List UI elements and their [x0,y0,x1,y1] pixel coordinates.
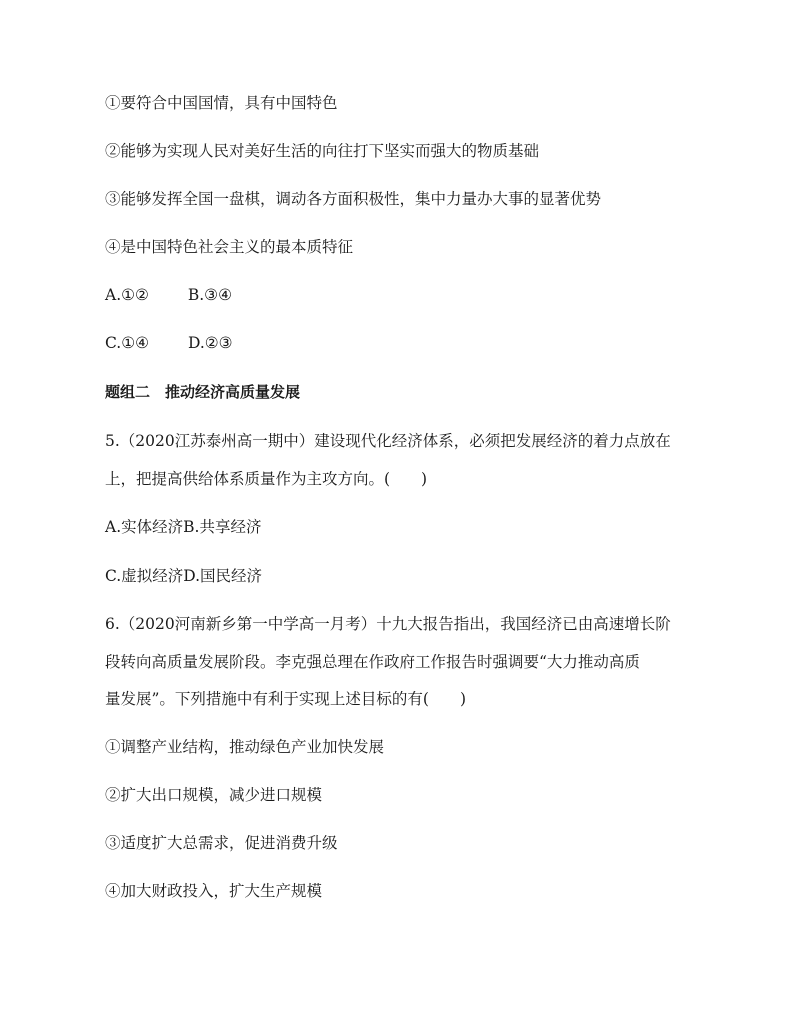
q6-stem-line-3: 量发展”。下列措施中有利于实现上述目标的有( ) [105,690,467,708]
q6-statement-2: ②扩大出口规模，减少进口规模 [105,786,323,804]
q4-option-d: D.②③ [187,334,233,352]
q4-statement-4: ④是中国特色社会主义的最本质特征 [105,238,354,256]
section-heading: 题组二 推动经济高质量发展 [105,383,301,401]
q4-options-row-2 [105,332,705,354]
q6-stem-line-1: 6.（2020河南新乡第一中学高一月考）十九大报告指出，我国经济已由高速增长阶 [105,615,671,633]
q5-options-cd: C.虚拟经济D.国民经济 [105,567,263,585]
q4-statement-3: ③能够发挥全国一盘棋，调动各方面积极性，集中力量办大事的显著优势 [105,190,602,208]
q4-statement-1: ①要符合中国国情，具有中国特色 [105,94,338,112]
q4-option-b: B.③④ [187,286,232,304]
q5-stem-line-1: 5.（2020江苏泰州高一期中）建设现代化经济体系，必须把发展经济的着力点放在 [105,432,671,450]
q6-statement-4: ④加大财政投入，扩大生产规模 [105,882,323,900]
q4-options-row-1 [105,284,705,306]
q6-statement-3: ③适度扩大总需求，促进消费升级 [105,834,338,852]
q6-stem-line-2: 段转向高质量发展阶段。李克强总理在作政府工作报告时强调要“大力推动高质 [105,653,640,671]
q6-statement-1: ①调整产业结构，推动绿色产业加快发展 [105,738,385,756]
q5-options-ab: A.实体经济B.共享经济 [105,518,262,536]
q4-option-c: C.①④ [105,334,150,352]
q5-stem-line-2: 上，把提高供给体系质量作为主攻方向。( ) [105,470,428,488]
q4-option-a: A.①② [105,286,149,304]
q4-statement-2: ②能够为实现人民对美好生活的向往打下坚实而强大的物质基础 [105,142,540,160]
